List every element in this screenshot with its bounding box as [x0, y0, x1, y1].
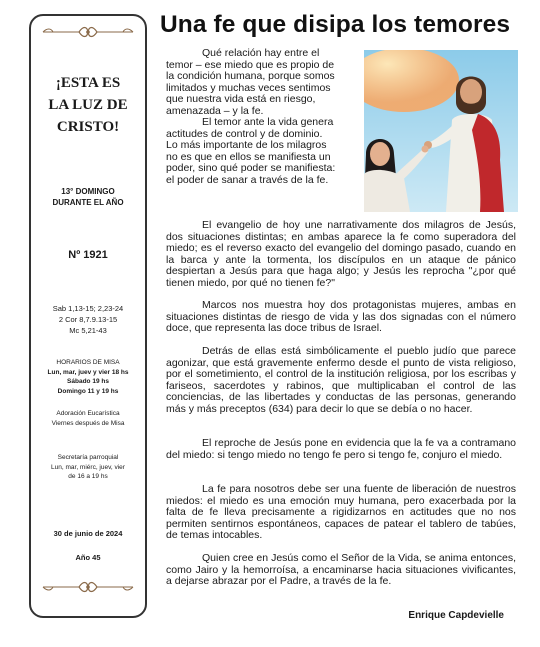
- mass-schedule: [33, 358, 143, 396]
- intro-line: actitudes de control y de dominio.: [166, 127, 323, 140]
- ornament-divider-top: [39, 25, 137, 39]
- body-paragraph-5: La fe para nosotros debe ser una fuente de liberación de nuestros miedos: el miedo es una emoción muy humana, pero exacerbada por la falta de fe lleva precisamente a rigidizarnos en actitudes que no nos permiten sentirnos espontáneos, capaces de patear el tablero de tabúes, de temas intocables.: [166, 483, 516, 541]
- motto-line: LA LUZ DE: [48, 97, 128, 113]
- readings: [33, 303, 143, 336]
- body-paragraph-2: Marcos nos muestra hoy dos protagonistas mujeres, ambas en situaciones distintas de riesgo de vida y las dos signadas con el número doce, que representa las doce tribus de Israel.: [166, 299, 516, 334]
- adoration-info: [33, 409, 143, 428]
- reading-line: 2 Cor 8,7.9.13-15: [58, 315, 118, 324]
- body-paragraph-3: Detrás de ellas está simbólicamente el pueblo judío que parece agonizar, que está gravemente enfermo desde el punto de vista religioso, por el sometimiento, el control de la institución religiosa, por los escribas y fariseos, sacerdotes y rabinos, que multiplicaban el control de las conciencias, de las libertades y conductas de las personas, generando más y más preceptos (634) para decir lo que se debía o no hacer.: [166, 345, 516, 415]
- sidebar-panel: [29, 14, 147, 618]
- intro-line: no es que en ellos se manifiesta un: [166, 150, 331, 163]
- motto: [35, 72, 141, 138]
- intro-line: limitados y muchas veces sentimos: [166, 81, 331, 94]
- secretary-line: Secretaría parroquial: [57, 454, 119, 461]
- intro-line: Lo más importante de los milagros: [166, 139, 327, 151]
- hours-line: Sábado 19 hs: [67, 378, 109, 385]
- body-paragraph-1: El evangelio de hoy une narrativamente dos milagros de Jesús, dos situaciones distintas; en ambas aparece la fe como superadora del miedo; es el reverso exacto del evangelio del domingo pasado, cuando en la barca y ante la tormenta, los discípulos en un ataque de pánico despiertan a Jesús para que haga algo; y Jesús les reprocha "¿por qué tienen miedo, por qué no tienen fe?": [166, 219, 516, 289]
- intro-line: El temor ante la vida genera: [202, 116, 334, 128]
- secretary-info: [33, 453, 143, 482]
- motto-line: ¡ESTA ES: [55, 75, 121, 91]
- intro-line: Qué relación hay entre el: [202, 47, 320, 59]
- issue-date: 30 de junio de 2024: [53, 529, 123, 538]
- intro-line: poder, sino qué poder se manifiesta:: [166, 162, 336, 174]
- issue-number: Nº 1921: [68, 249, 108, 261]
- sunday-line: DURANTE EL AÑO: [52, 198, 124, 207]
- hours-line: HORARIOS DE MISA: [56, 359, 120, 366]
- body-paragraph-6: Quien cree en Jesús como el Señor de la Vida, se anima entonces, como Jairo y la hemorroísa, a encaminarse hacia situaciones vivificantes, a dejarse abrazar por el Padre, a través de la fe.: [166, 552, 516, 587]
- jesus-healing-illustration: [364, 50, 518, 212]
- hours-line: Domingo 11 y 19 hs: [57, 387, 119, 395]
- ornament-divider-bottom: [39, 580, 137, 594]
- motto-line: CRISTO!: [56, 119, 120, 135]
- intro-line: la condición humana, porque somos: [166, 70, 335, 82]
- issue-year: Año 45: [75, 553, 101, 562]
- intro-line: temor – ese miedo que es propio de: [166, 58, 335, 71]
- secretary-line: de 16 a 19 hs: [68, 473, 108, 480]
- adoration-line: Viernes después de Misa: [51, 419, 125, 427]
- liturgical-sunday: [33, 186, 143, 208]
- hours-line: Lun, mar, juev y vier 18 hs: [47, 368, 129, 376]
- secretary-line: Lun, mar, miérc, juev, vier: [51, 463, 125, 471]
- reading-line: Sab 1,13-15; 2,23-24: [52, 304, 124, 313]
- author-signature: Enrique Capdevielle: [408, 610, 504, 621]
- intro-line: amenazada – y la fe.: [166, 104, 264, 117]
- body-paragraph-4: El reproche de Jesús pone en evidencia que la fe va a contramano del miedo: si tengo miedo no tengo fe pero si tengo fe, conjuro el miedo.: [166, 437, 516, 461]
- article-title: Una fe que disipa los temores: [160, 11, 511, 38]
- sunday-line: 13° DOMINGO: [61, 187, 115, 196]
- reading-line: Mc 5,21-43: [69, 326, 107, 335]
- intro-line: el poder de sanar a través de la fe.: [166, 173, 329, 186]
- intro-paragraph: [166, 48, 356, 186]
- intro-line: que nuestra vida está en riesgo,: [166, 93, 316, 105]
- adoration-line: Adoración Eucarística: [56, 410, 120, 417]
